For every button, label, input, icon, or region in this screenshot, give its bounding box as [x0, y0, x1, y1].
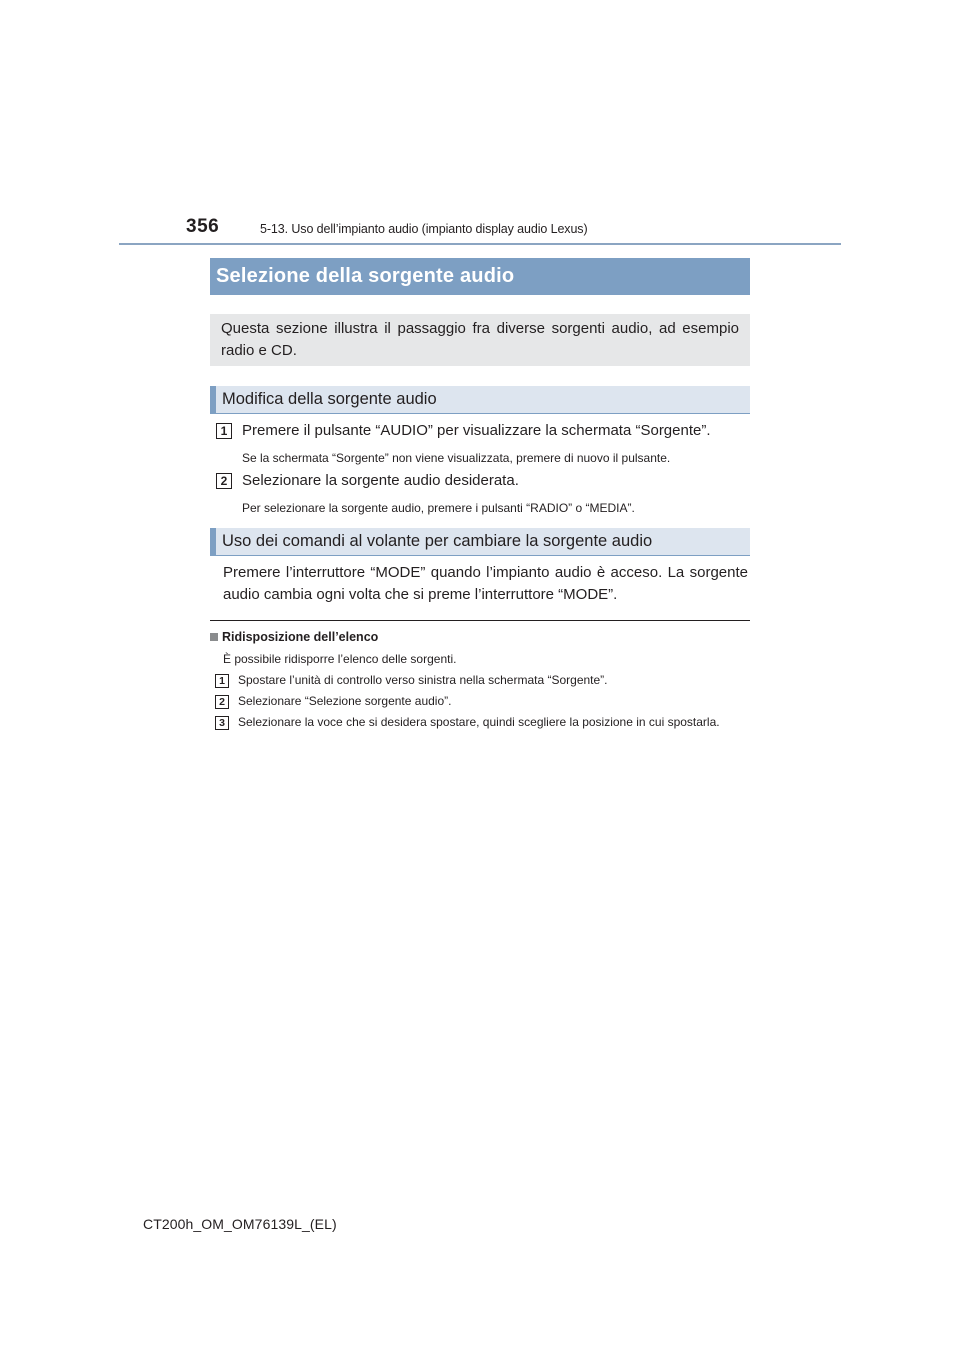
- subsection-title-source-change: Modifica della sorgente audio: [210, 386, 750, 414]
- section-title: Selezione della sorgente audio: [210, 258, 750, 295]
- section-divider: [210, 620, 750, 621]
- info-heading-text: Ridisposizione dell’elenco: [222, 630, 379, 644]
- steering-controls-description: Premere l’interruttore “MODE” quando l’impianto audio è acceso. La sorgente audio cambia ogni volta che si preme l’interruttore “MODE”.: [223, 564, 748, 603]
- info-step-number-badge: 2: [215, 695, 229, 709]
- chapter-title: 5-13. Uso dell’impianto audio (impianto display audio Lexus): [260, 222, 588, 236]
- info-step-text: Spostare l’unità di controllo verso sinistra nella schermata “Sorgente”.: [238, 673, 608, 687]
- info-step-text: Selezionare la voce che si desidera spostare, quindi scegliere la posizione in cui spostarla.: [238, 715, 720, 729]
- info-heading: [210, 630, 378, 644]
- step-instruction: Selezionare la sorgente audio desiderata.: [242, 472, 519, 489]
- step-note: Se la schermata “Sorgente” non viene visualizzata, premere di nuovo il pulsante.: [242, 451, 671, 465]
- info-body: È possibile ridisporre l’elenco delle sorgenti.: [223, 652, 457, 666]
- step-instruction: Premere il pulsante “AUDIO” per visualizzare la schermata “Sorgente”.: [242, 422, 711, 439]
- info-step-number-badge: 3: [215, 716, 229, 730]
- info-step-text: Selezionare “Selezione sorgente audio”.: [238, 694, 452, 708]
- subsection-title-steering-controls: Uso dei comandi al volante per cambiare la sorgente audio: [210, 528, 750, 556]
- header-rule: [119, 243, 841, 245]
- square-bullet-icon: [210, 633, 218, 641]
- step-note: Per selezionare la sorgente audio, premere i pulsanti “RADIO” o “MEDIA”.: [242, 501, 635, 515]
- section-intro: Questa sezione illustra il passaggio fra diverse sorgenti audio, ad esempio radio e CD.: [210, 314, 750, 366]
- step-number-badge: 2: [216, 473, 232, 489]
- step-number-badge: 1: [216, 423, 232, 439]
- info-step-number-badge: 1: [215, 674, 229, 688]
- page-number: 356: [186, 216, 220, 237]
- footer-document-code: CT200h_OM_OM76139L_(EL): [143, 1216, 337, 1232]
